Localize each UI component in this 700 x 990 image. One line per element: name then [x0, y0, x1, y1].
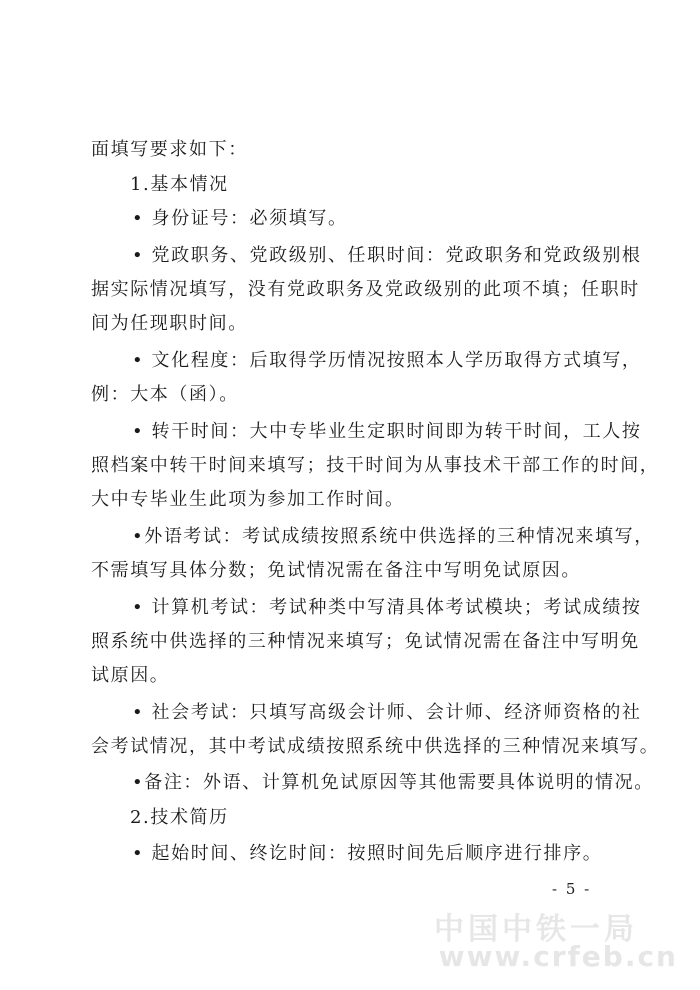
watermark-org: 中国中铁一局 [434, 912, 638, 947]
text-line: •外语考试：考试成绩按照系统中供选择的三种情况来填写， [132, 526, 654, 547]
text-line: • 文化程度：后取得学历情况按照本人学历取得方式填写， [132, 350, 642, 371]
text-line: • 转干时间：大中专毕业生定职时间即为转干时间，工人按 [132, 421, 642, 442]
text-line: 间为任现职时间。 [91, 313, 248, 334]
text-line: 面填写要求如下： [91, 139, 248, 160]
text-line: • 社会考试：只填写高级会计师、会计师、经济师资格的社 [132, 702, 642, 723]
text-line: • 党政职务、党政级别、任职时间：党政职务和党政级别根 [132, 245, 642, 266]
text-line: • 起始时间、终讫时间：按照时间先后顺序进行排序。 [132, 843, 603, 864]
watermark-url: www.crfeb.cn [438, 940, 678, 973]
text-line: 会考试情况，其中考试成绩按照系统中供选择的三种情况来填写。 [91, 736, 660, 757]
section-heading: 1.基本情况 [130, 174, 229, 195]
text-line: 试原因。 [91, 665, 170, 686]
text-line: •备注：外语、计算机免试原因等其他需要具体说明的情况。 [132, 772, 654, 793]
section-heading: 2.技术简历 [130, 807, 229, 828]
text-line: • 计算机考试：考试种类中写清具体考试模块；考试成绩按 [132, 597, 642, 618]
text-line: 不需填写具体分数；免试情况需在备注中写明免试原因。 [91, 560, 581, 581]
text-line: • 身份证号：必须填写。 [132, 208, 348, 229]
text-line: 例：大本（函）。 [91, 384, 239, 405]
text-line: 照系统中供选择的三种情况来填写；免试情况需在备注中写明免 [91, 631, 640, 652]
page-number: - 5 - [552, 880, 592, 898]
text-line: 大中专毕业生此项为参加工作时间。 [91, 489, 405, 510]
text-line: 照档案中转干时间来填写；技干时间为从事技术干部工作的时间， [91, 455, 660, 476]
text-line: 据实际情况填写，没有党政职务及党政级别的此项不填；任职时 [91, 279, 640, 300]
